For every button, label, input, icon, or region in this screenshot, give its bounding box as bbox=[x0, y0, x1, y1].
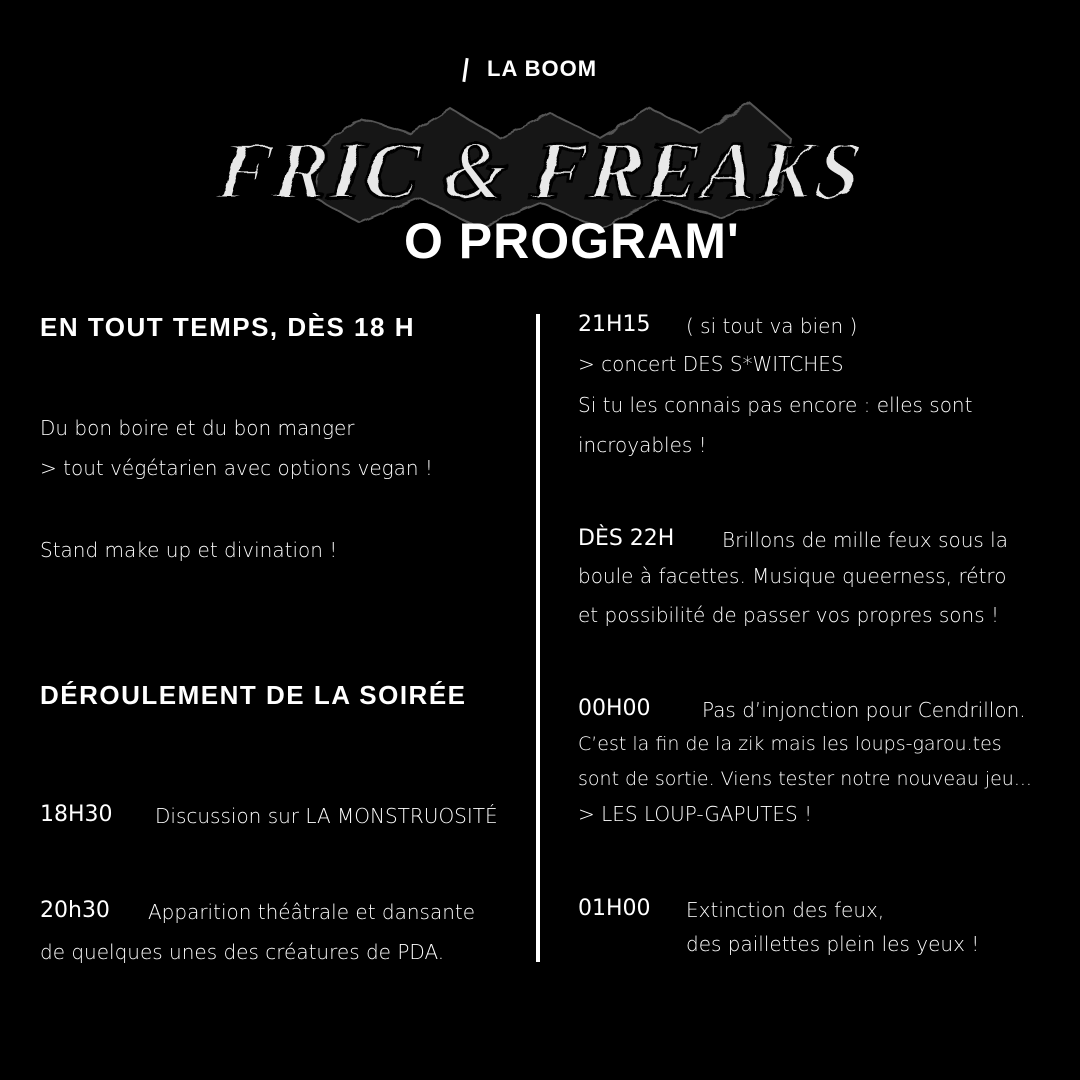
event-text-2115-line4: incroyables ! bbox=[578, 433, 707, 457]
event-note-2115: ( si tout va bien ) bbox=[686, 314, 858, 338]
column-divider bbox=[536, 314, 540, 962]
event-time-2030: 20h30 bbox=[40, 898, 110, 923]
food-line-2: > tout végétarien avec options vegan ! bbox=[40, 456, 433, 480]
event-kicker: LA BOOM bbox=[487, 56, 598, 81]
event-time-0000: 00H00 bbox=[578, 696, 651, 721]
event-text-0000-line1: Pas d’injonction pour Cendrillon. bbox=[702, 698, 1026, 722]
svg-text:FRIC & FREAKS: FRIC & FREAKS bbox=[212, 125, 868, 216]
event-text-2030-line1: Apparition théâtrale et dansante bbox=[148, 900, 476, 924]
event-text-1830: Discussion sur LA MONSTRUOSITÉ bbox=[155, 804, 498, 828]
event-text-0100-line1: Extinction des feux, bbox=[686, 898, 885, 922]
event-text-2030-line2: de quelques unes des créatures de PDA. bbox=[40, 940, 445, 964]
event-text-0100-line2: des paillettes plein les yeux ! bbox=[686, 932, 980, 956]
event-text-2115-line3: Si tu les connais pas encore : elles sont bbox=[578, 393, 973, 417]
event-text-22h-line1: Brillons de mille feux sous la bbox=[722, 528, 1008, 552]
event-time-22h: DÈS 22H bbox=[578, 526, 675, 551]
event-text-0000-line2: C’est la fin de la zik mais les loups-garou.tes bbox=[578, 733, 1002, 755]
event-text-22h-line2: boule à facettes. Musique queerness, rétro bbox=[578, 564, 1007, 588]
program-title: O PROGRAM' bbox=[404, 213, 740, 269]
event-text-0000-line3: sont de sortie. Viens tester notre nouveau jeu... bbox=[578, 768, 1032, 790]
event-time-2115: 21H15 bbox=[578, 312, 651, 337]
event-text-22h-line3: et possibilité de passer vos propres sons ! bbox=[578, 603, 999, 627]
section-heading-evening: DÉROULEMENT DE LA SOIRÉE bbox=[40, 680, 467, 710]
event-text-2115-line2: > concert DES S*WITCHES bbox=[578, 352, 844, 376]
event-time-0100: 01H00 bbox=[578, 896, 651, 921]
section-heading-all-time: EN TOUT TEMPS, DÈS 18 H bbox=[40, 312, 415, 342]
event-text-0000-line4: > LES LOUP-GAPUTES ! bbox=[578, 802, 813, 826]
stand-line: Stand make up et divination ! bbox=[40, 538, 338, 562]
event-time-1830: 18H30 bbox=[40, 802, 113, 827]
food-line-1: Du bon boire et du bon manger bbox=[40, 416, 355, 440]
